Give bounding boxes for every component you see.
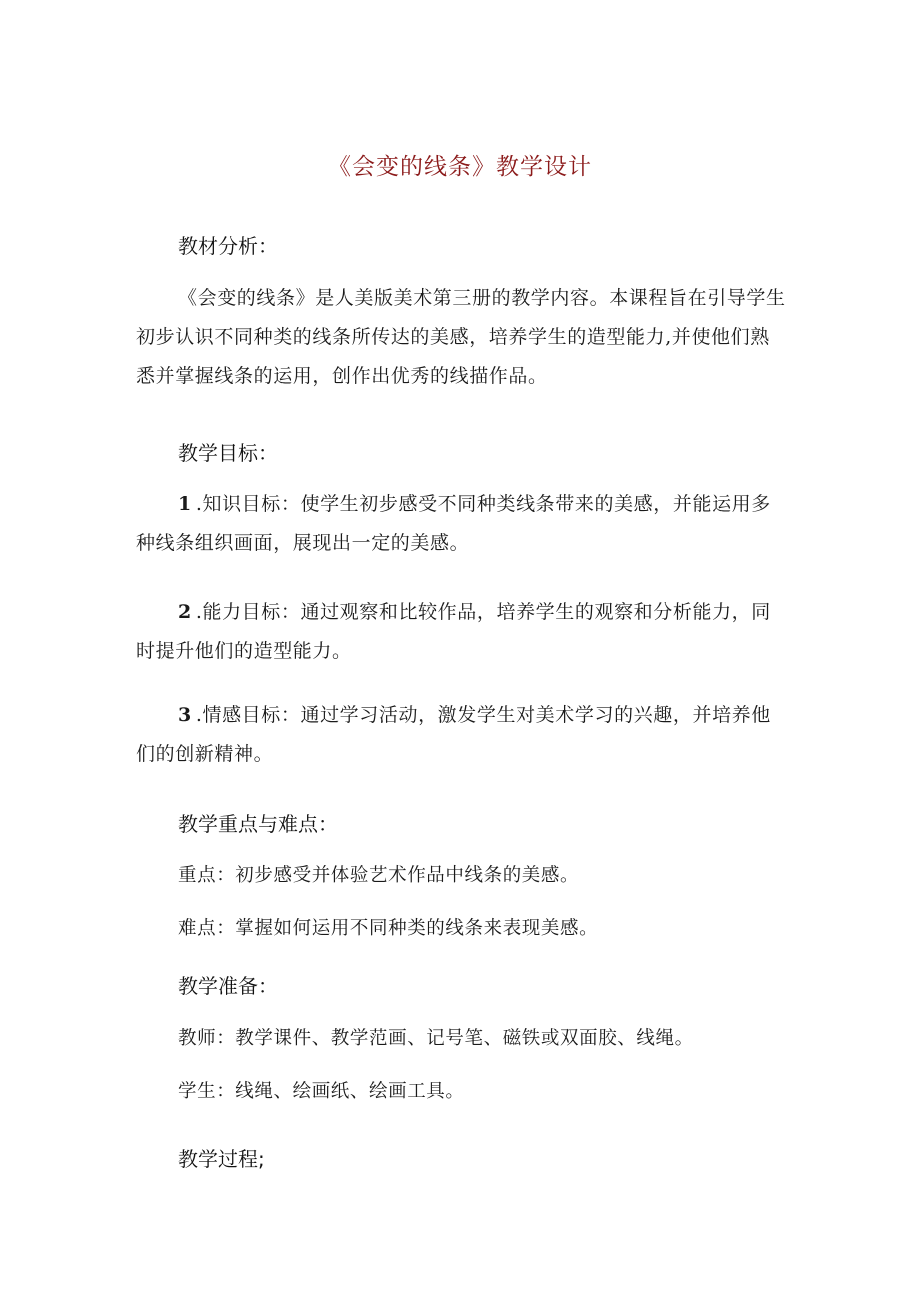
goal-number: 2 (178, 601, 192, 623)
goal-item-3 (136, 696, 786, 774)
focus-line: 重点：初步感受并体验艺术作品中线条的美感。 (178, 865, 580, 886)
goal-text: .能力目标：通过观察和比较作品，培养学生的观察和分析能力，同时提升他们的造型能力。 (136, 601, 771, 662)
section-heading-process: 教学过程; (178, 1147, 265, 1171)
teacher-preparation-line: 教师：教学课件、教学范画、记号笔、磁铁或双面胶、线绳。 (178, 1028, 694, 1049)
section-heading-goals: 教学目标： (178, 441, 278, 465)
goal-text: .知识目标：使学生初步感受不同种类线条带来的美感，并能运用多种线条组织画面，展现出一定的美感。 (136, 493, 771, 554)
goal-number: 1 (178, 493, 192, 515)
goal-item-1 (136, 485, 786, 563)
document-title: 《会变的线条》教学设计 (328, 154, 592, 180)
section-heading-preparation: 教学准备： (178, 974, 278, 998)
student-preparation-line: 学生：线绳、绘画纸、绘画工具。 (178, 1081, 465, 1102)
goal-number: 3 (178, 704, 192, 726)
difficulty-line: 难点：掌握如何运用不同种类的线条来表现美感。 (178, 918, 599, 939)
analysis-paragraph: 《会变的线条》是人美版美术第三册的教学内容。本课程旨在引导学生初步认识不同种类的线条所传达的美感，培养学生的造型能力,并使他们熟悉并掌握线条的运用，创作出优秀的线描作品。 (136, 287, 786, 387)
goal-item-2 (136, 593, 786, 671)
section-heading-keypoints: 教学重点与难点： (178, 812, 338, 836)
goal-text: .情感目标：通过学习活动，激发学生对美术学习的兴趣，并培养他们的创新精神。 (136, 704, 771, 765)
section-heading-analysis: 教材分析： (178, 234, 278, 258)
